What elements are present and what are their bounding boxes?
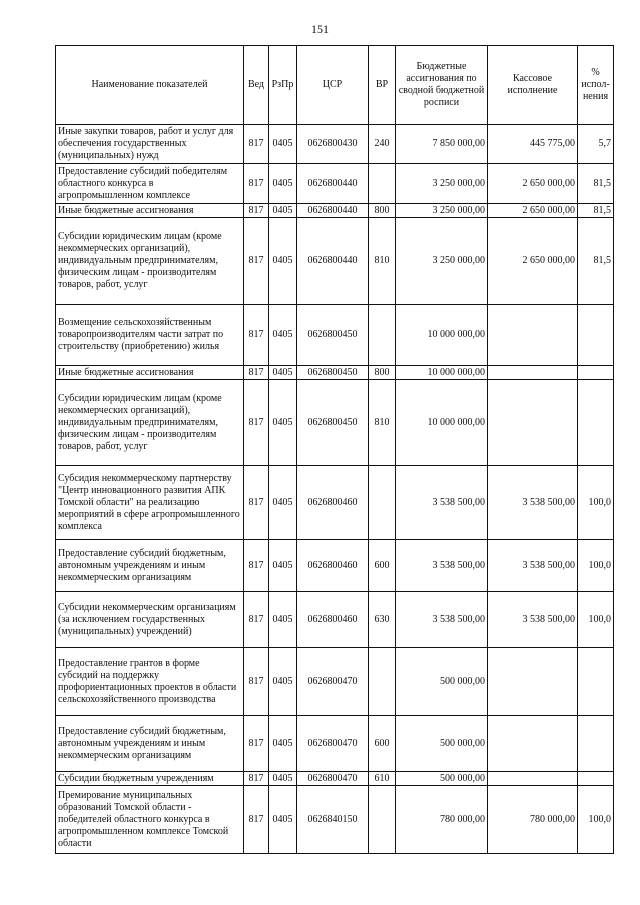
row-cash: 780 000,00 bbox=[488, 786, 578, 854]
row-cash: 3 538 500,00 bbox=[488, 466, 578, 540]
row-csr: 0626800460 bbox=[297, 466, 369, 540]
row-percent: 100,0 bbox=[578, 466, 614, 540]
row-name: Возмещение сельскохозяйственным товаропроизводителям части затрат по строительству (приобретению) жилья bbox=[56, 305, 244, 366]
row-budget: 780 000,00 bbox=[396, 786, 488, 854]
row-budget: 3 538 500,00 bbox=[396, 592, 488, 648]
row-budget: 10 000 000,00 bbox=[396, 305, 488, 366]
row-name: Субсидии некоммерческим организациям (за исключением государственных (муниципальных) учреждений) bbox=[56, 592, 244, 648]
row-percent bbox=[578, 772, 614, 786]
row-csr: 0626800460 bbox=[297, 592, 369, 648]
row-csr: 0626800450 bbox=[297, 380, 369, 466]
row-ved: 817 bbox=[244, 125, 269, 164]
row-csr: 0626800430 bbox=[297, 125, 369, 164]
table-row bbox=[56, 716, 614, 772]
row-rzpr: 0405 bbox=[269, 466, 297, 540]
row-ved: 817 bbox=[244, 218, 269, 305]
row-ved: 817 bbox=[244, 648, 269, 716]
row-rzpr: 0405 bbox=[269, 204, 297, 218]
row-csr: 0626800460 bbox=[297, 540, 369, 592]
row-ved: 817 bbox=[244, 592, 269, 648]
header-percent: % испол-нения bbox=[578, 46, 614, 125]
row-name: Иные закупки товаров, работ и услуг для обеспечения государственных (муниципальных) нужд bbox=[56, 125, 244, 164]
row-percent bbox=[578, 366, 614, 380]
row-vr bbox=[369, 305, 396, 366]
header-name: Наименование показателей bbox=[56, 46, 244, 125]
table-row bbox=[56, 305, 614, 366]
row-vr: 810 bbox=[369, 380, 396, 466]
row-percent bbox=[578, 305, 614, 366]
row-budget: 3 538 500,00 bbox=[396, 466, 488, 540]
row-cash: 3 538 500,00 bbox=[488, 540, 578, 592]
row-name: Субсидии юридическим лицам (кроме некоммерческих организаций), индивидуальным предпринимателям, физическим лицам - производителям товаров, работ, услуг bbox=[56, 218, 244, 305]
row-name: Предоставление грантов в форме субсидий на поддержку профориентационных проектов в области сельскохозяйственного производства bbox=[56, 648, 244, 716]
table-row bbox=[56, 466, 614, 540]
row-csr: 0626840150 bbox=[297, 786, 369, 854]
row-cash bbox=[488, 380, 578, 466]
row-ved: 817 bbox=[244, 772, 269, 786]
row-vr bbox=[369, 786, 396, 854]
row-rzpr: 0405 bbox=[269, 366, 297, 380]
row-ved: 817 bbox=[244, 164, 269, 204]
row-budget: 3 250 000,00 bbox=[396, 164, 488, 204]
row-rzpr: 0405 bbox=[269, 218, 297, 305]
row-name: Предоставление субсидий бюджетным, автономным учреждениям и иным некоммерческим организациям bbox=[56, 716, 244, 772]
row-vr bbox=[369, 466, 396, 540]
row-name: Субсидии юридическим лицам (кроме некоммерческих организаций), индивидуальным предпринимателям, физическим лицам - производителям товаров, работ, услуг bbox=[56, 380, 244, 466]
row-cash bbox=[488, 366, 578, 380]
row-cash bbox=[488, 648, 578, 716]
row-cash: 3 538 500,00 bbox=[488, 592, 578, 648]
row-rzpr: 0405 bbox=[269, 716, 297, 772]
header-budget: Бюджетные ассигнования по сводной бюджетной росписи bbox=[396, 46, 488, 125]
row-rzpr: 0405 bbox=[269, 592, 297, 648]
table-row bbox=[56, 125, 614, 164]
table-row bbox=[56, 648, 614, 716]
row-rzpr: 0405 bbox=[269, 772, 297, 786]
row-vr: 800 bbox=[369, 366, 396, 380]
header-vr: ВР bbox=[369, 46, 396, 125]
row-csr: 0626800470 bbox=[297, 772, 369, 786]
row-percent bbox=[578, 716, 614, 772]
row-ved: 817 bbox=[244, 466, 269, 540]
table-row bbox=[56, 366, 614, 380]
row-percent: 100,0 bbox=[578, 592, 614, 648]
table-row bbox=[56, 786, 614, 854]
row-budget: 10 000 000,00 bbox=[396, 366, 488, 380]
row-budget: 10 000 000,00 bbox=[396, 380, 488, 466]
header-ved: Вед bbox=[244, 46, 269, 125]
row-percent: 5,7 bbox=[578, 125, 614, 164]
row-budget: 500 000,00 bbox=[396, 648, 488, 716]
row-cash bbox=[488, 772, 578, 786]
row-csr: 0626800470 bbox=[297, 716, 369, 772]
row-csr: 0626800440 bbox=[297, 164, 369, 204]
row-percent: 100,0 bbox=[578, 786, 614, 854]
row-budget: 3 250 000,00 bbox=[396, 204, 488, 218]
row-percent bbox=[578, 380, 614, 466]
row-vr: 600 bbox=[369, 716, 396, 772]
row-csr: 0626800450 bbox=[297, 305, 369, 366]
row-name: Предоставление субсидий победителям областного конкурса в агропромышленном комплексе bbox=[56, 164, 244, 204]
row-csr: 0626800450 bbox=[297, 366, 369, 380]
row-name: Иные бюджетные ассигнования bbox=[56, 366, 244, 380]
row-cash: 2 650 000,00 bbox=[488, 204, 578, 218]
row-budget: 3 250 000,00 bbox=[396, 218, 488, 305]
table-row bbox=[56, 592, 614, 648]
row-name: Иные бюджетные ассигнования bbox=[56, 204, 244, 218]
table-row bbox=[56, 540, 614, 592]
row-budget: 3 538 500,00 bbox=[396, 540, 488, 592]
row-csr: 0626800440 bbox=[297, 204, 369, 218]
table-row bbox=[56, 772, 614, 786]
header-csr: ЦСР bbox=[297, 46, 369, 125]
table-row bbox=[56, 164, 614, 204]
row-name: Субсидии бюджетным учреждениям bbox=[56, 772, 244, 786]
header-row bbox=[56, 46, 614, 125]
row-name: Субсидия некоммерческому партнерству "Центр инновационного развития АПК Томской области" на реализацию мероприятий в сфере агропромышленного комплекса bbox=[56, 466, 244, 540]
row-cash bbox=[488, 716, 578, 772]
row-percent: 81,5 bbox=[578, 204, 614, 218]
row-ved: 817 bbox=[244, 380, 269, 466]
row-name: Премирование муниципальных образований Томской области - победителей областного конкурса в агропромышленном комплексе Томской области bbox=[56, 786, 244, 854]
row-percent: 100,0 bbox=[578, 540, 614, 592]
row-cash: 445 775,00 bbox=[488, 125, 578, 164]
row-ved: 817 bbox=[244, 366, 269, 380]
row-name: Предоставление субсидий бюджетным, автономным учреждениям и иным некоммерческим организациям bbox=[56, 540, 244, 592]
header-rzpr: РзПр bbox=[269, 46, 297, 125]
row-ved: 817 bbox=[244, 716, 269, 772]
row-csr: 0626800440 bbox=[297, 218, 369, 305]
row-vr: 630 bbox=[369, 592, 396, 648]
page-number: 151 bbox=[311, 22, 329, 36]
row-vr: 600 bbox=[369, 540, 396, 592]
row-ved: 817 bbox=[244, 540, 269, 592]
row-vr bbox=[369, 164, 396, 204]
row-vr: 800 bbox=[369, 204, 396, 218]
header-cash: Кассовое исполнение bbox=[488, 46, 578, 125]
budget-table bbox=[55, 45, 614, 854]
row-rzpr: 0405 bbox=[269, 540, 297, 592]
row-cash: 2 650 000,00 bbox=[488, 164, 578, 204]
row-vr bbox=[369, 648, 396, 716]
row-vr: 810 bbox=[369, 218, 396, 305]
row-rzpr: 0405 bbox=[269, 125, 297, 164]
row-vr: 610 bbox=[369, 772, 396, 786]
row-ved: 817 bbox=[244, 204, 269, 218]
row-cash: 2 650 000,00 bbox=[488, 218, 578, 305]
row-rzpr: 0405 bbox=[269, 305, 297, 366]
row-percent: 81,5 bbox=[578, 164, 614, 204]
row-percent: 81,5 bbox=[578, 218, 614, 305]
row-budget: 500 000,00 bbox=[396, 716, 488, 772]
row-rzpr: 0405 bbox=[269, 164, 297, 204]
table-row bbox=[56, 204, 614, 218]
row-csr: 0626800470 bbox=[297, 648, 369, 716]
row-budget: 7 850 000,00 bbox=[396, 125, 488, 164]
row-percent bbox=[578, 648, 614, 716]
row-budget: 500 000,00 bbox=[396, 772, 488, 786]
row-cash bbox=[488, 305, 578, 366]
row-rzpr: 0405 bbox=[269, 648, 297, 716]
row-rzpr: 0405 bbox=[269, 786, 297, 854]
row-ved: 817 bbox=[244, 786, 269, 854]
row-vr: 240 bbox=[369, 125, 396, 164]
row-ved: 817 bbox=[244, 305, 269, 366]
table-row bbox=[56, 218, 614, 305]
table-row bbox=[56, 380, 614, 466]
row-rzpr: 0405 bbox=[269, 380, 297, 466]
